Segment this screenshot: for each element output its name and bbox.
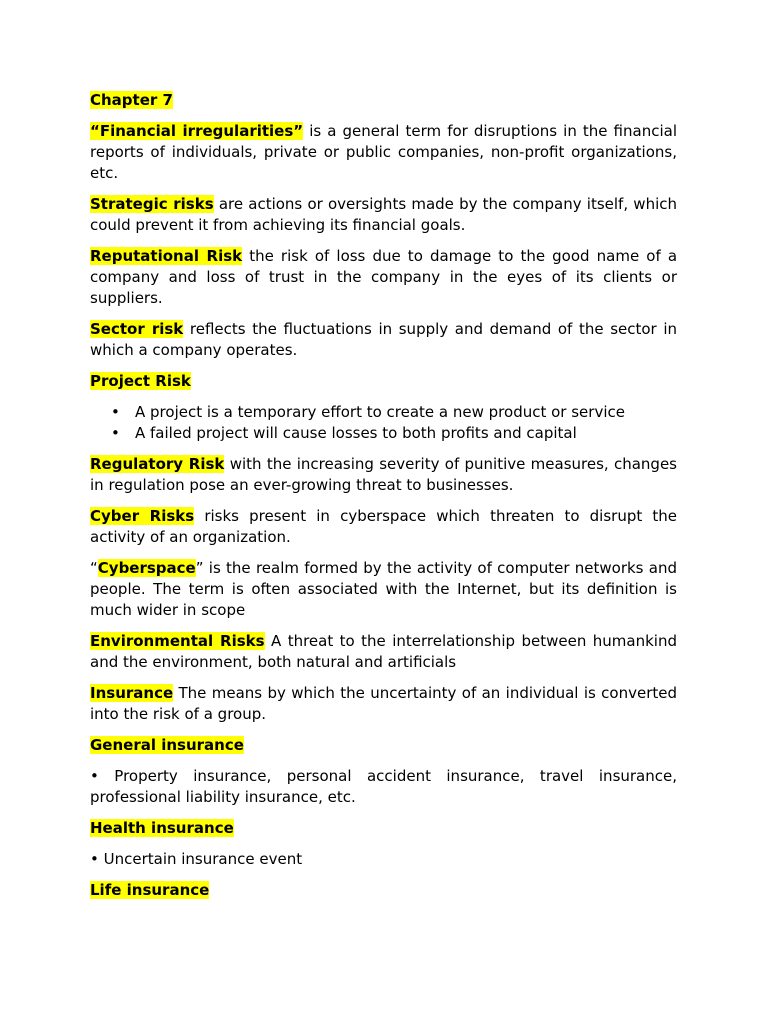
definition-insurance [90, 683, 677, 725]
term-general-insurance: General insurance [90, 736, 244, 754]
definition-text: The means by which the uncertainty of an individual is converted into the risk of a group. [90, 684, 677, 723]
definition-text: A threat to the interrelationship between humankind and the environment, both natural and artificials [90, 632, 677, 671]
definition-cyber-risks [90, 506, 677, 548]
definition-text: the risk of loss due to damage to the good name of a company and loss of trust in the company in the eyes of its clients or suppliers. [90, 247, 678, 307]
list-item-text: A project is a temporary effort to create a new product or service [135, 403, 625, 421]
open-quote: “ [90, 559, 98, 577]
term-financial-irregularities: “Financial irregularities” [90, 122, 304, 140]
term-life-insurance: Life insurance [90, 881, 210, 899]
definition-financial-irregularities [90, 121, 677, 184]
definition-cyberspace [90, 558, 677, 621]
project-risk-list [90, 402, 677, 444]
chapter-title [90, 90, 677, 111]
term-strategic-risks: Strategic risks [90, 195, 214, 213]
list-item-text: A failed project will cause losses to both profits and capital [135, 424, 577, 442]
general-insurance-heading [90, 735, 677, 756]
term-environmental-risks: Environmental Risks [90, 632, 265, 650]
list-item [90, 423, 677, 444]
document-body [90, 90, 677, 911]
definition-text: ” is the realm formed by the activity of computer networks and people. The term is often associated with the Internet, but its definition is much wider in scope [90, 559, 677, 619]
term-health-insurance: Health insurance [90, 819, 234, 837]
definition-text: are actions or oversights made by the company itself, which could prevent it from achieving its financial goals. [90, 195, 677, 234]
definition-reputational-risk [90, 246, 677, 309]
health-insurance-heading [90, 818, 677, 839]
term-project-risk: Project Risk [90, 372, 191, 390]
definition-text: risks present in cyberspace which threaten to disrupt the activity of an organization. [90, 507, 677, 546]
project-risk-heading [90, 371, 677, 392]
health-insurance-text: • Uncertain insurance event [90, 850, 303, 868]
bullet-icon: • [111, 403, 120, 421]
term-cyberspace: Cyberspace [97, 559, 196, 577]
chapter-title-text: Chapter 7 [90, 91, 173, 109]
definition-sector-risk [90, 319, 677, 361]
definition-text: reflects the fluctuations in supply and demand of the sector in which a company operates. [90, 320, 678, 359]
term-insurance: Insurance [90, 684, 174, 702]
bullet-icon: • [111, 424, 120, 442]
term-cyber-risks: Cyber Risks [90, 507, 195, 525]
definition-text: with the increasing severity of punitive measures, changes in regulation pose an ever-growing threat to businesses. [90, 455, 677, 494]
definition-strategic-risks [90, 194, 677, 236]
definition-regulatory-risk [90, 454, 677, 496]
list-item [90, 402, 677, 423]
definition-text: is a general term for disruptions in the financial reports of individuals, private or public companies, non-profit organizations, etc. [90, 122, 677, 182]
definition-environmental-risks [90, 631, 677, 673]
term-sector-risk: Sector risk [90, 320, 184, 338]
life-insurance-heading [90, 880, 677, 901]
general-insurance-text: • Property insurance, personal accident insurance, travel insurance, professional liability insurance, etc. [90, 767, 677, 806]
term-regulatory-risk: Regulatory Risk [90, 455, 225, 473]
term-reputational-risk: Reputational Risk [90, 247, 243, 265]
